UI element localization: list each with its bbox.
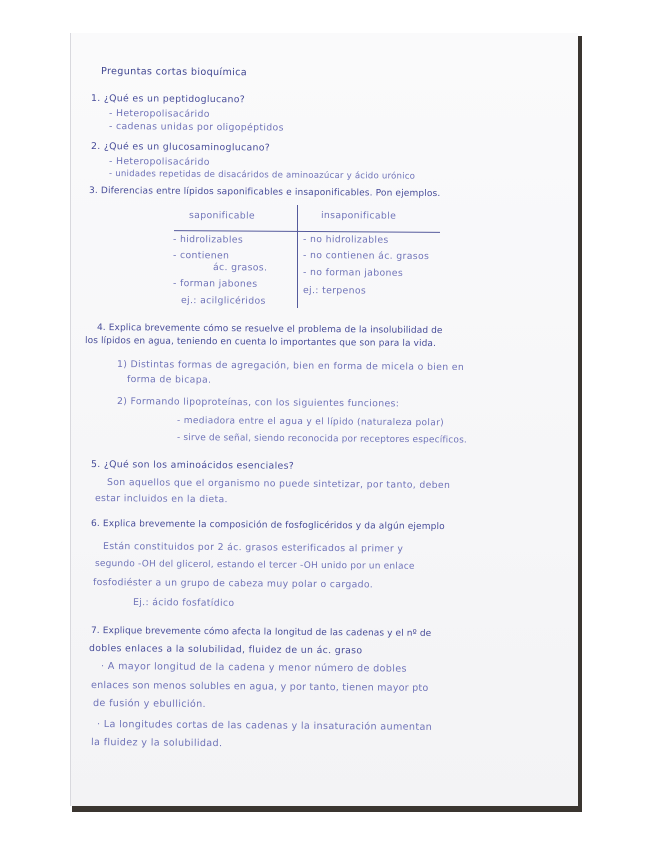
sap-item-3: - forman jabones [172,278,258,290]
question-1: 1. ¿Qué es un peptidoglucano? [90,93,246,106]
answer-6-line-1: Están constituidos por 2 ác. grasos esterificados al primer y [102,541,404,555]
answer-7-line-3: de fusión y ebullición. [92,698,206,710]
answer-2-line-1: - Heteropolisacárido [108,156,210,168]
answer-1-line-1: - Heteropolisacárido [108,108,210,120]
table-header-insaponificable: insaponificable [320,210,397,222]
answer-4-line-5: - sirve de señal, siendo reconocida por receptores específicos. [176,433,467,446]
answer-6-line-2: segundo -OH del glicerol, estando el tercer -OH unido por un enlace [94,559,415,572]
sap-item-2: - contienen [172,250,230,262]
table-horizontal-rule [174,230,440,233]
question-5: 5. ¿Qué son los aminoácidos esenciales? [90,459,295,472]
question-4-line-1: 4. Explica brevemente cómo se resuelve el problema de la insolubilidad de [96,323,443,337]
question-2: 2. ¿Qué es un glucosaminoglucano? [90,141,271,154]
question-4-line-2: los lípidos en agua, teniendo en cuenta lo importantes que son para la vida. [84,336,437,350]
answer-7-line-1: · A mayor longitud de la cadena y menor número de dobles [100,661,407,675]
question-7-line-1: 7. Explique brevemente cómo afecta la longitud de las cadenas y el nº de [90,626,432,639]
answer-7-line-5: la fluidez y la solubilidad. [90,737,223,750]
insap-item-2: - no contienen ác. grasos [302,250,430,263]
question-3: 3. Diferencias entre lípidos saponificables e insaponificables. Pon ejemplos. [88,186,441,200]
answer-4-line-4: - mediadora entre el agua y el lípido (naturaleza polar) [176,416,445,429]
insap-item-1: - no hidrolizables [302,234,389,246]
sap-item-1: - hidrolizables [172,234,244,246]
answer-1-line-2: - cadenas unidas por oligopéptidos [108,121,284,134]
sap-example: ej.: acilglicéridos [180,295,266,307]
answer-4-line-3: 2) Formando lipoproteínas, con los siguientes funciones: [116,396,400,410]
question-7-line-2: dobles enlaces a la solubilidad, fluidez de un ác. graso [88,643,363,657]
answer-5-line-2: estar incluidos en la dieta. [94,493,228,506]
answer-4-line-1: 1) Distintas formas de agregación, bien en forma de micela o bien en [116,359,465,374]
table-vertical-rule [297,205,298,308]
sap-item-2-cont: ác. grasos. [212,262,268,274]
answer-7-line-4: · La longitudes cortas de las cadenas y la insaturación aumentan [96,719,433,733]
notebook-page [70,33,578,806]
answer-2-line-2: - unidades repetidas de disacáridos de aminoazúcar y ácido urónico [108,169,416,182]
question-6: 6. Explica brevemente la composición de fosfoglicéridos y da algún ejemplo [90,519,445,533]
page-title: Preguntas cortas bioquímica [100,66,248,79]
answer-5-line-1: Son aquellos que el organismo no puede sintetizar, por tanto, deben [106,477,451,491]
answer-7-line-2: enlaces son menos solubles en agua, y por tanto, tienen mayor pto [90,680,429,694]
answer-6-example: Ej.: ácido fosfatídico [132,597,235,609]
answer-4-line-2: forma de bicapa. [126,374,212,386]
answer-6-line-3: fosfodiéster a un grupo de cabeza muy polar o cargado. [92,577,374,591]
table-header-saponificable: saponificable [188,210,256,222]
insap-example: ej.: terpenos [302,285,367,297]
insap-item-3: - no forman jabones [302,267,404,279]
